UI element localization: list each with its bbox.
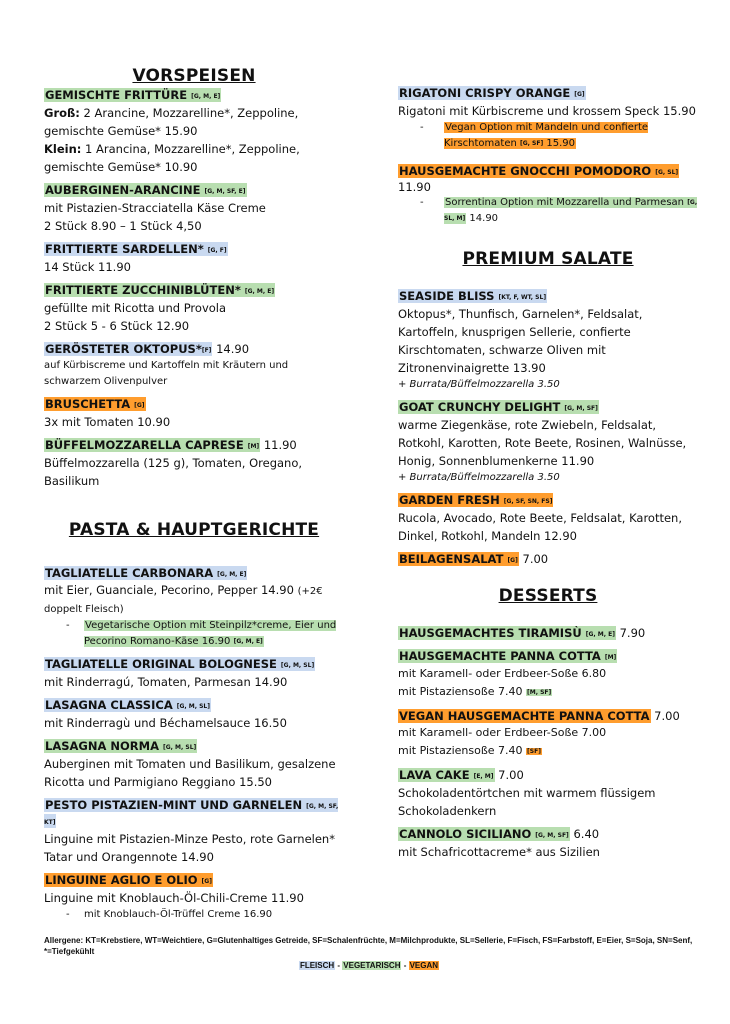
right-column <box>398 86 698 868</box>
item-name: VEGAN HAUSGEMACHTE PANNA COTTA <box>399 709 650 723</box>
menu-item-lasagna-classica: LASAGNA CLASSICA [G, M, SL] mit Rinderragù und Béchamelsauce 16.50 <box>44 698 287 730</box>
section-title-vorspeisen: VORSPEISEN <box>132 66 256 86</box>
menu-item-rigatoni: RIGATONI CRISPY ORANGE [G] Rigatoni mit Kürbiscreme und krossem Speck 15.90 - Vegan Option mit Mandeln und confierte Kirschtomaten [G, SF] 15.90 <box>398 86 696 149</box>
menu-item-frittuere: GEMISCHTE FRITTÜRE [G, M, E] Groß: 2 Arancine, Mozzarelline*, Zeppoline, gemischte Gemüse* 15.90 Klein: 1 Arancina, Mozzarelline*, Zeppoline, gemischte Gemüse* 10.90 <box>44 88 300 174</box>
item-name: AUBERGINEN-ARANCINE [G, M, SF, E] <box>45 183 246 197</box>
menu-item-oktopus: GERÖSTETER OKTOPUS*[F] 14.90 auf Kürbiscreme und Kartoffeln mit Kräutern und schwarzem Olivenpulver <box>44 342 289 387</box>
legend-fleisch: FLEISCH <box>299 961 335 970</box>
section-title-salate: PREMIUM SALATE <box>462 249 634 269</box>
item-name: BEILAGENSALAT [G] <box>399 552 518 566</box>
legend-vegetarisch: VEGETARISCH <box>343 961 401 970</box>
menu-item-tiramisu: HAUSGEMACHTES TIRAMISÙ [G, M, E] 7.90 <box>399 626 646 640</box>
menu-item-bruschetta: BRUSCHETTA [G] 3x mit Tomaten 10.90 <box>44 397 171 429</box>
item-name: GEMISCHTE FRITTÜRE [G, M, E] <box>45 88 221 102</box>
item-name: CANNOLO SICILIANO [G, M, SF] <box>399 827 569 841</box>
menu-item-lasagna-norma: LASAGNA NORMA [G, M, SL] Auberginen mit Tomaten und Basilikum, gesalzene Ricotta und Parmigiano Reggiano 15.50 <box>44 739 336 789</box>
menu-item-carbonara: TAGLIATELLE CARBONARA [G, M, E] mit Eier, Guanciale, Pecorino, Pepper 14.90 (+2€ doppelt Fleisch) - Vegetarische Option mit Steinpilz*creme, Eier und Pecorino Romano-Käse 16.90 [G, M, E] <box>44 566 337 647</box>
menu-item-vegan-panna-cotta: VEGAN HAUSGEMACHTE PANNA COTTA 7.00 mit Karamell- oder Erdbeer-Soße 7.00 mit Pistaziensoße 7.40 [SF] <box>398 709 680 757</box>
menu-item-panna-cotta: HAUSGEMACHTE PANNA COTTA [M] mit Karamell- oder Erdbeer-Soße 6.80 mit Pistaziensoße 7.40 [M, SF] <box>398 649 617 698</box>
item-name: TAGLIATELLE CARBONARA [G, M, E] <box>45 566 247 580</box>
legend-vegan: VEGAN <box>409 961 439 970</box>
menu-item-caprese: BÜFFELMOZZARELLA CAPRESE [M] 11.90 Büffelmozzarella (125 g), Tomaten, Oregano, Basilikum <box>44 438 303 488</box>
item-name: LASAGNA NORMA [G, M, SL] <box>45 739 197 753</box>
menu-item-goat: GOAT CRUNCHY DELIGHT [G, M, SF] warme Ziegenkäse, rote Zwiebeln, Feldsalat, Rotkohl, Karotten, Rote Beete, Rosinen, Walnüsse, Honig, Sonnenblumenkerne 11.90 + Burrata/Büffelmozzarella 3.50 <box>398 400 687 483</box>
item-name: FRITTIERTE SARDELLEN* [G, F] <box>45 242 227 256</box>
section-title-pasta: PASTA & HAUPTGERICHTE <box>68 520 320 540</box>
allergen-footer <box>44 935 694 971</box>
menu-item-gnocchi: HAUSGEMACHTE GNOCCHI POMODORO [G, SL] 11.90 - Sorrentina Option mit Mozzarella und Parmesan [G, SL, M] 14.90 <box>398 164 698 224</box>
menu-item-aglio: LINGUINE AGLIO E OLIO [G] Linguine mit Knoblauch-Öl-Chili-Creme 11.90 - mit Knoblauch-Öl-Trüffel Creme 16.90 <box>44 873 304 920</box>
item-name: BÜFFELMOZZARELLA CAPRESE [M] <box>45 438 260 452</box>
item-name: GARDEN FRESH [G, SF, SN, FS] <box>399 493 553 507</box>
menu-item-bolognese: TAGLIATELLE ORIGINAL BOLOGNESE [G, M, SL] mit Rinderragú, Tomaten, Parmesan 14.90 <box>44 657 315 689</box>
item-name: HAUSGEMACHTE PANNA COTTA [M] <box>399 649 617 663</box>
menu-item-garden: GARDEN FRESH [G, SF, SN, FS] Rucola, Avocado, Rote Beete, Feldsalat, Karotten, Dinkel, Rotkohl, Mandeln 12.90 <box>398 493 683 543</box>
menu-item-pesto: PESTO PISTAZIEN-MINT UND GARNELEN [G, M, SF, KT] Linguine mit Pistazien-Minze Pesto, rote Garnelen* Tatar und Orangennote 14.90 <box>44 798 339 864</box>
menu-item-lava-cake: LAVA CAKE [E, M] 7.00 Schokoladentörtchen mit warmem flüssigem Schokoladenkern <box>398 768 656 818</box>
item-name: TAGLIATELLE ORIGINAL BOLOGNESE [G, M, SL] <box>45 657 315 671</box>
color-legend: FLEISCH - VEGETARISCH - VEGAN <box>299 961 439 970</box>
section-title-desserts: DESSERTS <box>498 586 598 606</box>
item-name: HAUSGEMACHTES TIRAMISÙ [G, M, E] <box>399 626 615 640</box>
item-name: RIGATONI CRISPY ORANGE [G] <box>399 86 585 100</box>
item-name: PESTO PISTAZIEN-MINT UND GARNELEN [G, M, SF, KT] <box>44 798 339 826</box>
left-column <box>44 66 344 930</box>
menu-item-arancine: AUBERGINEN-ARANCINE [G, M, SF, E] mit Pistazien-Stracciatella Käse Creme 2 Stück 8.90 – 1 Stück 4,50 <box>44 183 266 233</box>
item-name: FRITTIERTE ZUCCHINIBLÜTEN* [G, M, E] <box>45 283 275 297</box>
item-name: GERÖSTETER OKTOPUS*[F] <box>45 342 212 356</box>
menu-item-sardellen: FRITTIERTE SARDELLEN* [G, F] 14 Stück 11.90 <box>44 242 227 274</box>
menu-item-zucchini: FRITTIERTE ZUCCHINIBLÜTEN* [G, M, E] gefüllte mit Ricotta und Provola 2 Stück 5 - 6 Stück 12.90 <box>44 283 275 333</box>
item-name: SEASIDE BLISS [KT, F, WT, SL] <box>399 289 547 303</box>
item-name: BRUSCHETTA [G] <box>45 397 145 411</box>
item-name: GOAT CRUNCHY DELIGHT [G, M, SF] <box>399 400 598 414</box>
allergen-legend-text: Allergene: KT=Krebstiere, WT=Weichtiere, G=Glutenhaltiges Getreide, SF=Schalenfrüchte, M=Milchprodukte, SL=Sellerie, F=Fisch, FS=Farbstoff, E=Eier, S=Soja, SN=Senf, *=Tiefgekühlt <box>44 936 693 956</box>
item-name: LINGUINE AGLIO E OLIO [G] <box>45 873 212 887</box>
item-name: LAVA CAKE [E, M] <box>399 768 494 782</box>
item-name: LASAGNA CLASSICA [G, M, SL] <box>45 698 210 712</box>
menu-item-beilagensalat: BEILAGENSALAT [G] 7.00 <box>399 552 549 566</box>
menu-item-cannolo: CANNOLO SICILIANO [G, M, SF] 6.40 mit Schafricottacreme* aus Sizilien <box>398 827 600 859</box>
menu-item-seaside: SEASIDE BLISS [KT, F, WT, SL] Oktopus*, Thunfisch, Garnelen*, Feldsalat, Kartoffeln, knusprigen Sellerie, confierte Kirschtomaten, schwarze Oliven mit Zitronenvinaigrette 13.90 + Burrata/Büffelmozzarella 3.50 <box>398 289 643 390</box>
item-name: HAUSGEMACHTE GNOCCHI POMODORO [G, SL] <box>399 164 679 178</box>
